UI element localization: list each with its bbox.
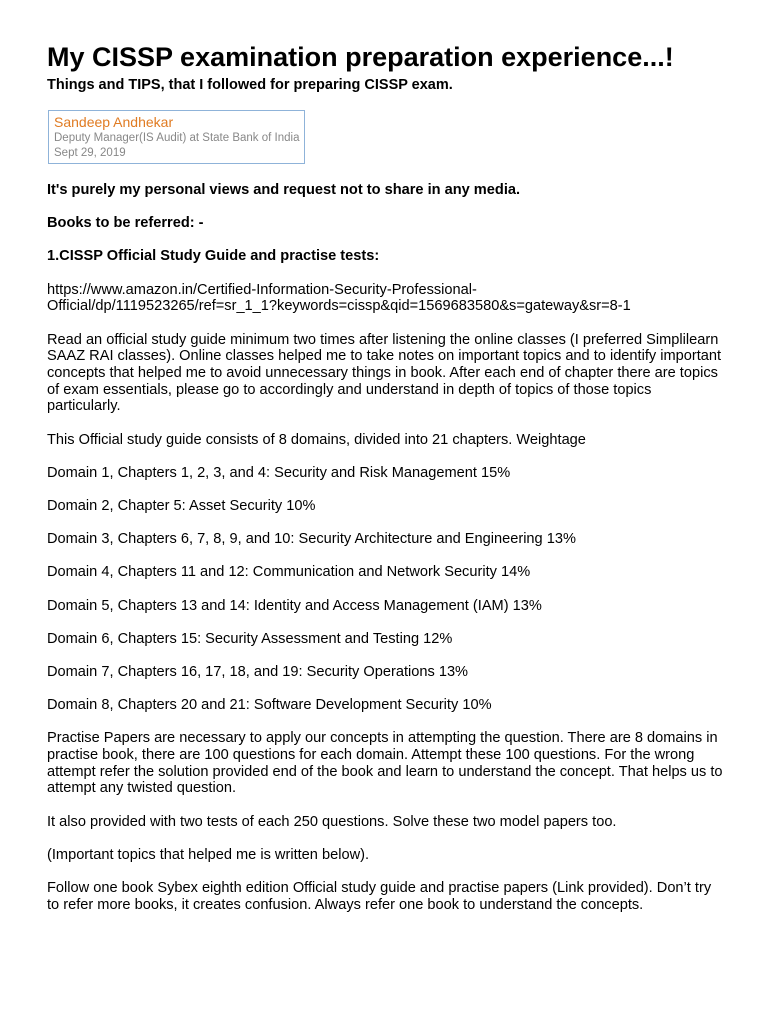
domain-item: Domain 4, Chapters 11 and 12: Communication and Network Security 14% (47, 564, 531, 581)
books-heading: Books to be referred: - (47, 215, 204, 232)
page-title: My CISSP examination preparation experience...! (47, 42, 674, 72)
guide-paragraph: Read an official study guide minimum two times after listening the online classes (I preferred Simplilearn SAAZ RAI classes). Online classes helped me to take notes on important topics and to identify important concepts that helped me to avoid unnecessary things in book. After each end of chapter there are topics of exam essentials, please go to accordingly and understand in depth of topics of those topics particularly. (47, 331, 722, 415)
practise-paragraph: Practise Papers are necessary to apply our concepts in attempting the question. There are 8 domains in practise book, there are 100 questions for each domain. Attempt these 100 questions. For the wrong attempt refer the solution provided end of the book and learn to understand the concept. That helps us to attempt any twisted question. (47, 730, 723, 797)
follow-paragraph: Follow one book Sybex eighth edition Official study guide and practise papers (Link provided). Don’t try to refer more books, it creates confusion. Always refer one book to understand the concepts. (47, 880, 712, 913)
disclaimer: It's purely my personal views and request not to share in any media. (47, 182, 521, 198)
amazon-link-line2[interactable]: Official/dp/1119523265/ref=sr_1_1?keywords=cissp&qid=1569683580&s=gateway&sr=8-1 (47, 298, 631, 315)
amazon-link[interactable] (47, 282, 727, 315)
tests-paragraph: It also provided with two tests of each 250 questions. Solve these two model papers too. (47, 813, 617, 830)
domain-item: Domain 3, Chapters 6, 7, 8, 9, and 10: Security Architecture and Engineering 13% (47, 531, 576, 548)
domain-item: Domain 5, Chapters 13 and 14: Identity and Access Management (IAM) 13% (47, 597, 542, 614)
important-topics-note: (Important topics that helped me is written below). (47, 846, 370, 863)
author-card[interactable] (48, 110, 305, 164)
article-body (47, 182, 727, 930)
domain-item: Domain 1, Chapters 1, 2, 3, and 4: Security and Risk Management 15% (47, 464, 511, 481)
domain-item: Domain 2, Chapter 5: Asset Security 10% (47, 497, 316, 514)
guide-heading: 1.CISSP Official Study Guide and practise tests: (47, 248, 380, 265)
publish-date: Sept 29, 2019 (54, 147, 126, 159)
domain-item: Domain 7, Chapters 16, 17, 18, and 19: Security Operations 13% (47, 663, 469, 680)
page-subtitle: Things and TIPS, that I followed for preparing CISSP exam. (47, 77, 453, 93)
author-name[interactable]: Sandeep Andhekar (54, 114, 174, 130)
author-role: Deputy Manager(IS Audit) at State Bank of India (54, 132, 300, 144)
domains-intro: This Official study guide consists of 8 domains, divided into 21 chapters. Weightage (47, 431, 586, 448)
domain-item: Domain 6, Chapters 15: Security Assessment and Testing 12% (47, 630, 453, 647)
domain-item: Domain 8, Chapters 20 and 21: Software Development Security 10% (47, 697, 492, 714)
amazon-link-line1[interactable]: https://www.amazon.in/Certified-Information-Security-Professional- (47, 281, 477, 298)
